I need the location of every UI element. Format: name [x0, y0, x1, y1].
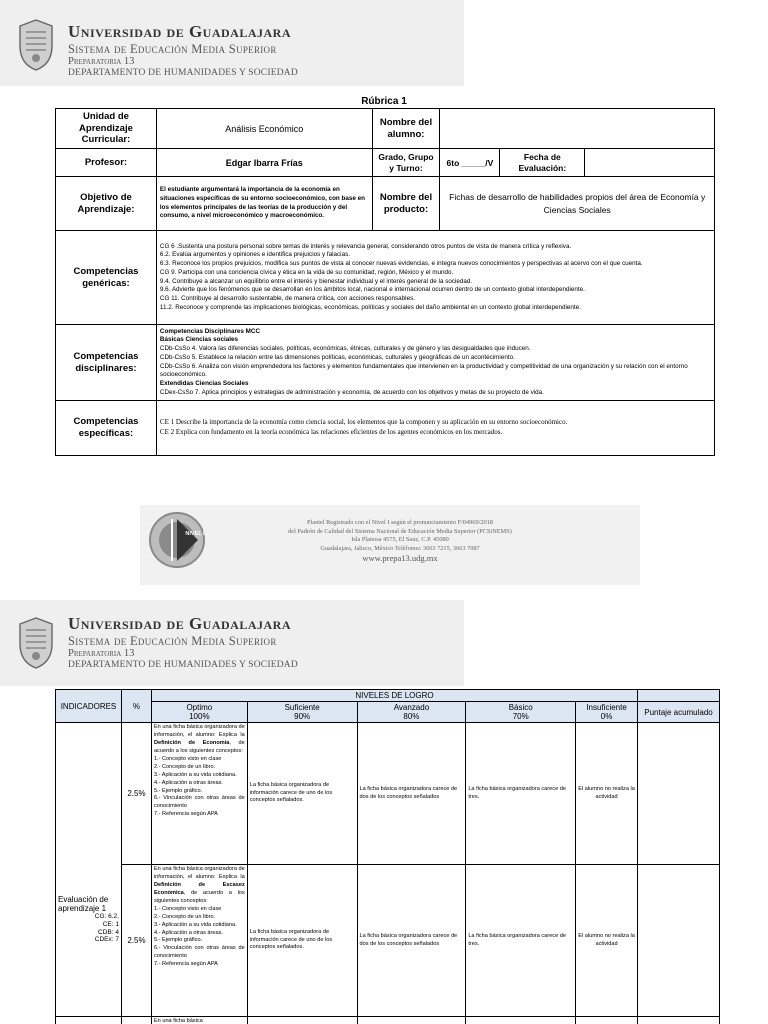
generic-item: 6.3. Reconoce los propios prejuicios, modifica sus puntos de vista al conocer nuevas evidencias, e integra nuevos conocimientos y perspectivas al acervo con el que cuenta. [159, 260, 643, 268]
page-header-2 [0, 600, 768, 686]
page-header-1 [0, 0, 768, 86]
generic-item: 9.6. Advierte que los fenómenos que se desarrollan en los ámbitos local, nacional e internacional ocurren dentro de un contexto global interdependiente. [159, 286, 585, 294]
disciplinary-competences-list [156, 325, 714, 401]
department-name: DEPARTAMENTO DE HUMANIDADES Y SOCIEDAD [68, 659, 298, 670]
generic-competences-label: Competencias genéricas: [56, 231, 157, 325]
system-name: Sistema de Educación Media Superior [68, 633, 277, 648]
footer-line: Plantel Registrado con el Nivel I según el pronunciamiento F/04969/2018 [307, 519, 493, 526]
grade-label: Grado, Grupo y Turno: [372, 149, 440, 177]
university-crest-icon [14, 614, 58, 672]
indicator-title: Evaluación de aprendizaje 1 [58, 894, 109, 913]
table-row [56, 723, 720, 865]
generic-competences-list [156, 231, 714, 325]
specific-item: CE 1 Describe la importancia de la economía como ciencia social, los elementos que la componen y su aplicación en su entorno socioeconómico. [159, 418, 568, 427]
insuficiente-description: El alumno no realiza la actividad [576, 723, 638, 865]
puntaje-cell[interactable] [638, 865, 720, 1017]
col-puntaje-top [638, 690, 720, 702]
insuficiente-description: El alumno no realiza la actividad [576, 865, 638, 1017]
generic-item: CG 11. Contribuye al desarrollo sustentable, de manera crítica, con acciones responsables. [159, 294, 415, 302]
footer-line: Isla Planosa 4575, El Sauz, C.P. 45080 [351, 536, 449, 543]
level-insuficiente: Insuficiente 0% [576, 702, 638, 723]
school-name: Preparatoria 13 [68, 647, 135, 659]
basico-description: La ficha básica organizadora carece de tres. [466, 865, 576, 1017]
grade-value[interactable]: 6to _____/V [440, 149, 500, 177]
objective-label: Objetivo de Aprendizaje: [56, 177, 157, 231]
page-footer [140, 505, 640, 585]
level-basico: Básico 70% [466, 702, 576, 723]
avanzado-description: La ficha básica organizadora carece de dos de los conceptos señalados [357, 723, 466, 865]
university-name: Universidad de Guadalajara [68, 614, 292, 633]
footer-line: del Padrón de Calidad del Sistema Nacional de Educación Media Superior (PCSiNEMS) [288, 527, 512, 535]
col-puntaje: Puntaje acumulado [638, 702, 720, 723]
student-label: Nombre del alumno: [372, 109, 440, 149]
quality-seal-icon [148, 511, 206, 569]
suficiente-description: La ficha básica organizadora de información carece de uno de los conceptos señalados. [247, 723, 357, 865]
optimo-description: En una ficha básica organizadora de información, el alumno: Explica la Definición de Economía, de acuerdo a los siguientes conceptos: 1.- Concepto visto en clase 2.- Concepto de un libro. 3.- Aplicación a su vida cotidiana. 4.- Aplicación a otras áreas. 5.- Ejemplo gráfico. 6.- Vinculación con otras áreas de conocimiento 7.- Referencia según APA [151, 723, 247, 865]
level-avanzado: Avanzado 80% [357, 702, 466, 723]
eval-date-field[interactable] [585, 149, 715, 177]
objective-value: El estudiante argumentará la importancia de la economía en situaciones específicas de su entorno socioeconómico, con base en los elementos principales de las teorías de la producción y del consumo, a nivel microeconómico y macroeconómico. [156, 177, 372, 231]
row-percent: 2.5% [121, 865, 151, 1017]
disciplinary-subheading: Básicas Ciencias sociales [159, 336, 238, 344]
col-percent: % [121, 690, 151, 723]
disciplinary-ext-item: CDex-CsSo 7. Aplica principios y estrategias de administración y economía, de acuerdo con los objetivos y metas de su proyecto de vida. [159, 388, 544, 396]
level-optimo: Optimo 100% [151, 702, 247, 723]
table-row [56, 1017, 720, 1024]
disciplinary-item: CDb-CsSo 4. Valora las diferencias sociales, políticas, económicas, étnicas, culturales y de género y las desigualdades que inducen. [159, 345, 531, 353]
header-text [68, 22, 298, 79]
student-name-field[interactable] [440, 109, 715, 149]
rubric-info-table [55, 108, 715, 456]
table-row [56, 865, 720, 1017]
university-name: Universidad de Guadalajara [68, 22, 292, 41]
generic-item: 6.2. Evalúa argumentos y opiniones e identifica prejuicios y falacias. [159, 251, 350, 259]
generic-item: 11.2. Reconoce y comprende las implicaciones biológicas, económicas, políticas y sociales del daño ambiental en un contexto global interdependiente. [159, 303, 581, 311]
achievement-levels-table [55, 689, 720, 1024]
university-crest-icon [14, 16, 58, 74]
optimo-description: En una ficha básica [151, 1017, 247, 1024]
specific-item: CE 2 Explica con fundamento en la teoría económica las relaciones eficientes de los agentes económicos en los mercados. [159, 428, 503, 436]
col-indicadores: INDICADORES [56, 690, 122, 723]
disciplinary-heading: Competencias Disciplinares MCC [159, 327, 261, 335]
specific-competences-list [156, 401, 714, 456]
school-name: Preparatoria 13 [68, 55, 135, 67]
indicator-1 [56, 723, 122, 1017]
indicator-codes: CG: 6.2, CE: 1 CDB: 4 CDEx: 7 [94, 912, 119, 944]
suficiente-description: La ficha básica organizadora de información carece de uno de los conceptos señalados. [247, 865, 357, 1017]
eval-date-label: Fecha de Evaluación: [500, 149, 585, 177]
system-name: Sistema de Educación Media Superior [68, 41, 277, 56]
level-suficiente: Suficiente 90% [247, 702, 357, 723]
generic-item: CG 6 .Sustenta una postura personal sobre temas de interés y relevancia general, considerando otros puntos de vista de manera crítica y reflexiva. [159, 242, 572, 250]
specific-competences-label: Competencias específicas: [56, 401, 157, 456]
optimo-description: En una ficha básica organizadora de información, el alumno: Explica la Definición de Escasez Económica, de acuerdo a los siguientes conceptos: 1.- Concepto visto en clase 2.- Concepto de un libro. 3.- Aplicación a su vida cotidiana. 4.- Aplicación a otras áreas. 5.- Ejemplo gráfico. 6.- Vinculación con otras áreas de conocimiento 7.- Referencia según APA [151, 865, 247, 1017]
seal-label: NIVEL I [185, 531, 205, 537]
disciplinary-ext-heading: Extendidas Ciencias Sociales [159, 379, 249, 387]
header-text [68, 614, 298, 671]
department-name: DEPARTAMENTO DE HUMANIDADES Y SOCIEDAD [68, 67, 298, 78]
niveles-title: NIVELES DE LOGRO [151, 690, 637, 702]
product-label: Nombre del producto: [372, 177, 440, 231]
unit-label: Unidad de Aprendizaje Curricular: [56, 109, 157, 149]
avanzado-description: La ficha básica organizadora carece de dos de los conceptos señalados [357, 865, 466, 1017]
teacher-label: Profesor: [56, 149, 157, 177]
basico-description: La ficha básica organizadora carece de tres. [466, 723, 576, 865]
puntaje-cell[interactable] [638, 723, 720, 865]
footer-line: Guadalajara, Jalisco, México Teléfonos: 3663 7215, 3663 7087 [320, 544, 480, 552]
footer-url[interactable]: www.prepa13.udg.mx [362, 553, 438, 563]
row-percent: 2.5% [121, 723, 151, 865]
unit-value: Análisis Económico [156, 109, 372, 149]
generic-item: 9.4. Contribuye a alcanzar un equilibrio entre el interés y bienestar individual y el interés general de la sociedad. [159, 277, 473, 285]
disciplinary-competences-label: Competencias disciplinares: [56, 325, 157, 401]
disciplinary-item: CDb-CsSo 6. Analiza con visión emprendedora los factores y elementos fundamentales que intervienen en la productividad y competitividad de una organización y su relación con el entorno socioeconómico. [159, 362, 688, 379]
footer-text [255, 519, 545, 564]
disciplinary-item: CDb-CsSo 5. Establece la relación entre las dimensiones políticas, económicas, culturales y geográficas de un acontecimiento. [159, 353, 515, 361]
product-value: Fichas de desarrollo de habilidades propios del área de Economía y Ciencias Sociales [440, 177, 715, 231]
teacher-value: Edgar Ibarra Frías [156, 149, 372, 177]
rubric-title: Rúbrica 1 [361, 96, 407, 107]
generic-item: CG 9. Participa con una conciencia cívica y ética en la vida de su comunidad, región, México y el mundo. [159, 268, 454, 276]
